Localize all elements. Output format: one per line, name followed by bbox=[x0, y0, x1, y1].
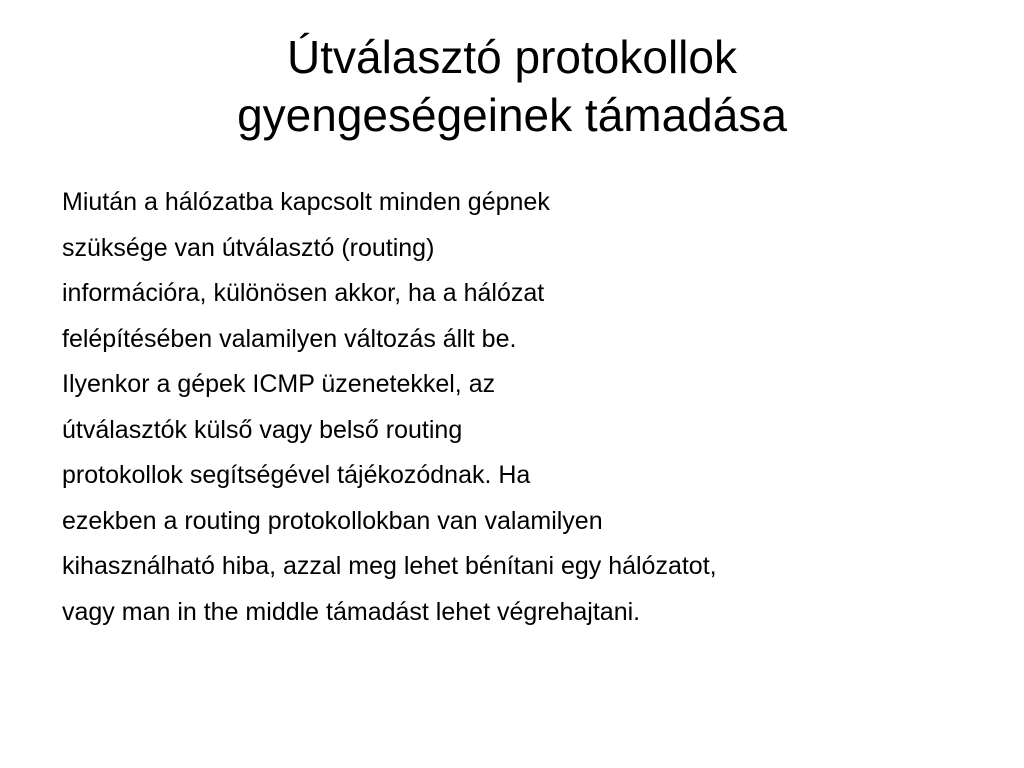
body-text-line: útválasztók külső vagy belső routing bbox=[62, 415, 463, 444]
body-text-line: szüksége van útválasztó (routing) bbox=[62, 233, 435, 262]
body-text-line: vagy man in the middle támadást lehet végrehajtani. bbox=[62, 597, 641, 626]
body-text-line: kihasználható hiba, azzal meg lehet bénítani egy hálózatot, bbox=[62, 552, 717, 580]
slide-body-text bbox=[62, 180, 992, 635]
body-text-line: Ilyenkor a gépek ICMP üzenetekkel, az bbox=[62, 370, 496, 398]
body-text-line: felépítésében valamilyen változás állt be. bbox=[62, 324, 517, 353]
slide-title-line: Útválasztó protokollok bbox=[287, 31, 737, 83]
body-text-line: információra, különösen akkor, ha a hálózat bbox=[62, 279, 545, 307]
slide-title bbox=[0, 28, 1024, 144]
slide-title-line: gyengeségeinek támadása bbox=[237, 89, 787, 141]
body-text-line: protokollok segítségével tájékozódnak. Ha bbox=[62, 461, 531, 489]
body-text-line: ezekben a routing protokollokban van valamilyen bbox=[62, 506, 603, 535]
body-text-line: Miután a hálózatba kapcsolt minden gépnek bbox=[62, 188, 550, 216]
